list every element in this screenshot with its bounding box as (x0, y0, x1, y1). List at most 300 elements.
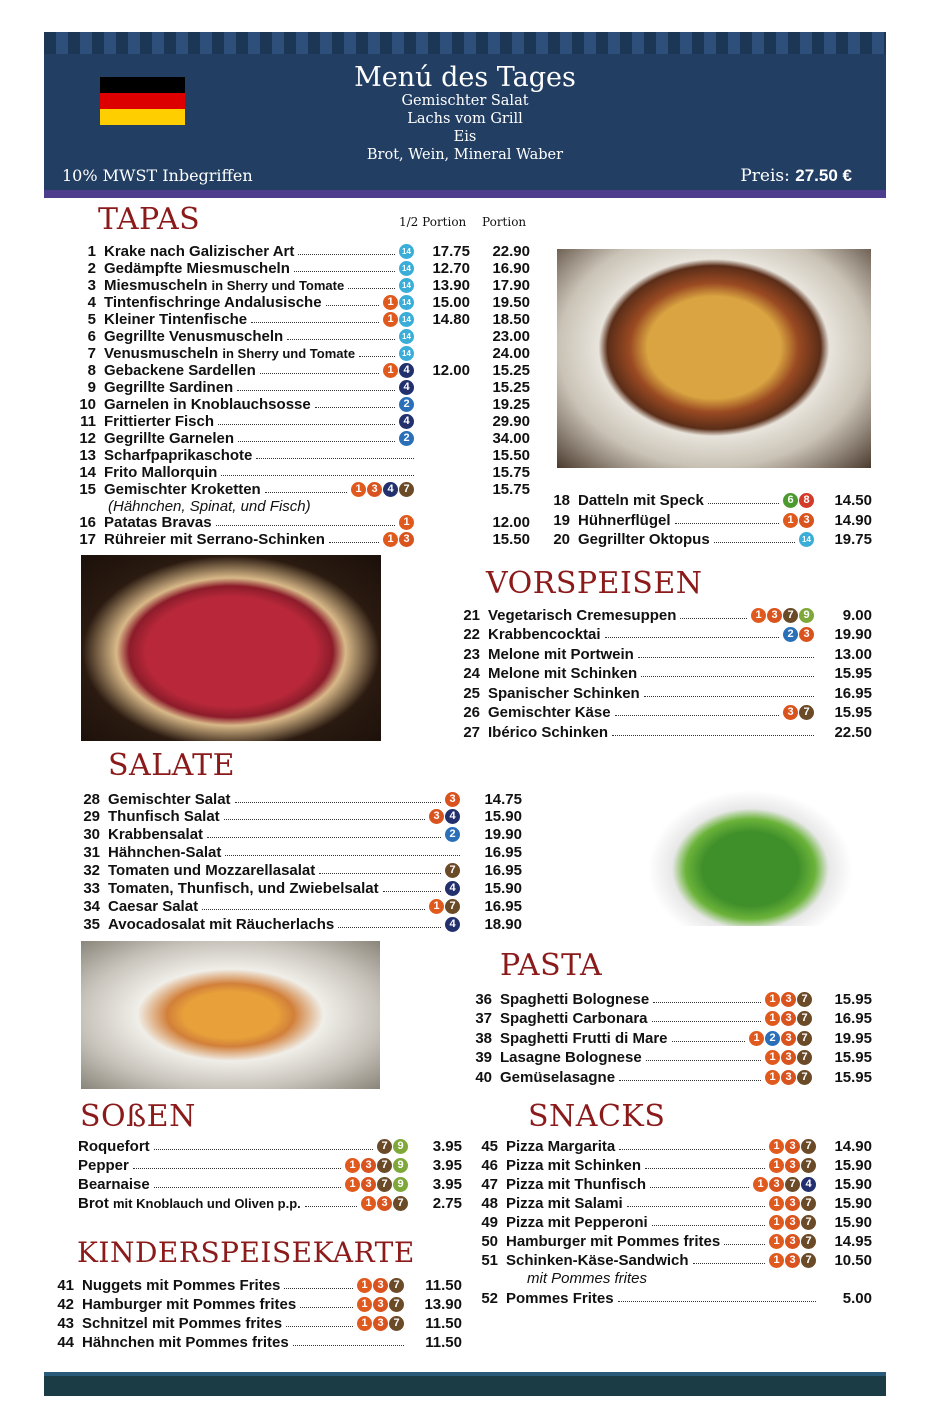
item-name-text: Krabbensalat (108, 826, 204, 844)
menu-item-row (52, 1295, 462, 1313)
allergen-14-icon: 14 (399, 278, 414, 293)
item-name-text: Tomaten, Thunfisch, und Zwiebelsalat (108, 880, 379, 897)
item-number: 47 (481, 1175, 498, 1193)
item-number: 20 (553, 530, 570, 548)
item-price: 15.90 (834, 1175, 872, 1193)
dot-leader (638, 648, 814, 658)
item-price: 5.00 (842, 1289, 872, 1307)
item-name-text: Pommes Frites (506, 1289, 614, 1307)
item-name (82, 1277, 280, 1294)
item-name (104, 413, 214, 430)
menu-item-row (476, 1175, 872, 1193)
allergen-badges (399, 515, 414, 530)
allergen-2-icon: 2 (783, 627, 798, 642)
item-name-text: Gebackene Sardellen (104, 361, 256, 379)
allergen-14-icon: 14 (399, 244, 414, 259)
item-name-text: Tomaten und Mozzarellasalat (108, 862, 316, 880)
item-number: 4 (87, 293, 96, 311)
dot-leader (256, 449, 414, 459)
allergen-2-icon: 2 (445, 827, 460, 842)
item-price: 14.90 (834, 1137, 872, 1155)
allergen-badges (399, 431, 414, 446)
item-number: 8 (87, 361, 96, 379)
item-number: 32 (83, 862, 100, 880)
item-price: 14.95 (834, 1232, 872, 1250)
item-price: 22.90 (492, 242, 530, 260)
dot-leader (202, 900, 425, 910)
allergen-1-icon: 1 (383, 312, 398, 327)
item-name-text: Thunfisch Salat (108, 808, 220, 826)
item-name-text: Nuggets mit Pommes Frites (82, 1276, 281, 1294)
section-title-vorspeisen: VORSPEISEN (486, 566, 703, 601)
allergen-1-icon: 1 (769, 1139, 784, 1154)
dot-leader (348, 279, 395, 289)
item-price: 3.95 (432, 1156, 462, 1174)
allergen-3-icon: 3 (767, 608, 782, 623)
item-number: 1 (87, 242, 96, 260)
menu-item-row (72, 310, 530, 328)
item-number: 17 (79, 530, 96, 548)
item-name (488, 665, 637, 682)
item-name (506, 1176, 646, 1193)
dot-leader (653, 993, 761, 1003)
menu-item-row (72, 378, 530, 396)
header-pattern (44, 32, 886, 54)
menu-item-row (78, 1137, 462, 1155)
allergen-7-icon: 7 (389, 1297, 404, 1312)
item-name-text: Gemischter Käse (488, 704, 611, 721)
item-name (82, 1334, 289, 1351)
dot-leader (260, 364, 379, 374)
item-name-text: Pizza mit Pepperoni (506, 1213, 648, 1231)
item-number: 43 (57, 1315, 74, 1333)
item-price: 15.00 (432, 293, 470, 311)
item-name (488, 607, 676, 624)
item-number: 3 (87, 276, 96, 294)
allergen-badges (445, 792, 460, 807)
allergen-14-icon: 14 (399, 312, 414, 327)
allergen-7-icon: 7 (389, 1278, 404, 1293)
allergen-badges (769, 1234, 816, 1249)
vat-note: 10% MWST Inbegriffen (62, 166, 253, 185)
menu-item-row (72, 915, 522, 933)
allergen-3-icon: 3 (785, 1234, 800, 1249)
allergen-1-icon: 1 (765, 1070, 780, 1085)
dot-leader (619, 1071, 761, 1081)
item-number: 46 (481, 1156, 498, 1174)
allergen-badges (429, 809, 460, 824)
item-name-text: Schnitzel mit Pommes frites (82, 1315, 283, 1333)
allergen-badges (429, 899, 460, 914)
item-price: 15.95 (834, 704, 872, 721)
allergen-1-icon: 1 (345, 1158, 360, 1173)
allergen-badges (783, 493, 814, 508)
allergen-3-icon: 3 (785, 1139, 800, 1154)
daily-dish: Brot, Wein, Mineral Waber (366, 147, 564, 163)
allergen-2-icon: 2 (399, 397, 414, 412)
item-name (82, 1315, 282, 1332)
allergen-badges (357, 1316, 404, 1331)
allergen-badges (783, 513, 814, 528)
allergen-badges (769, 1158, 816, 1173)
item-number: 26 (463, 704, 480, 721)
item-name-text: Hähnchen-Salat (108, 844, 222, 862)
allergen-7-icon: 7 (799, 705, 814, 720)
dot-leader (645, 1159, 765, 1169)
item-number: 9 (87, 378, 96, 396)
allergen-badges (383, 295, 414, 310)
allergen-badges (377, 1139, 408, 1154)
menu-item-row (72, 513, 530, 531)
dot-leader (293, 1336, 404, 1346)
dot-leader (359, 347, 395, 357)
menu-item-row (476, 1213, 872, 1231)
allergen-4-icon: 4 (445, 917, 460, 932)
item-price: 14.80 (432, 310, 470, 328)
allergen-4-icon: 4 (801, 1177, 816, 1192)
menu-item-row (72, 808, 522, 826)
allergen-badges (765, 1070, 812, 1085)
allergen-9-icon: 9 (393, 1158, 408, 1173)
item-name-text: Melone mit Portwein (488, 645, 634, 663)
item-price: 17.90 (492, 276, 530, 294)
item-number: 6 (87, 327, 96, 345)
daily-dish: Eis (453, 129, 477, 145)
item-name-text: Kleiner Tintenfische (104, 310, 248, 328)
allergen-3-icon: 3 (377, 1196, 392, 1211)
item-number: 27 (463, 723, 480, 741)
item-number: 52 (481, 1289, 498, 1307)
menu-item-row (72, 897, 522, 915)
item-name (104, 531, 325, 548)
item-number: 11 (80, 412, 96, 430)
menu-item-row (72, 259, 530, 277)
price-label: Preis: (740, 166, 790, 186)
item-number: 44 (57, 1334, 74, 1352)
allergen-badges (357, 1297, 404, 1312)
item-name-text: Pepper (78, 1156, 129, 1174)
allergen-badges (765, 992, 812, 1007)
item-number: 38 (475, 1029, 492, 1047)
item-price: 19.90 (484, 826, 522, 844)
allergen-1-icon: 1 (769, 1253, 784, 1268)
dot-leader (251, 313, 379, 323)
item-name (104, 396, 311, 413)
item-name (104, 294, 322, 311)
spaghetti-photo (81, 941, 380, 1089)
item-name-text: Hamburger mit Pommes frites (506, 1232, 721, 1250)
item-name-text: Brot (78, 1194, 109, 1212)
item-number: 34 (83, 897, 100, 915)
menu-item-row (466, 1010, 872, 1028)
allergen-1-icon: 1 (429, 899, 444, 914)
menu-item-row (476, 1156, 872, 1174)
item-name (104, 362, 256, 379)
dot-leader (207, 828, 441, 838)
menu-item-row (454, 665, 872, 683)
menu-item-row (78, 1156, 462, 1174)
item-number: 5 (87, 310, 96, 328)
item-name-text: Spaghetti Frutti di Mare (500, 1029, 668, 1047)
item-number: 42 (57, 1295, 74, 1313)
allergen-4-icon: 4 (383, 482, 398, 497)
allergen-badges (383, 532, 414, 547)
menu-item-row (466, 1049, 872, 1067)
menu-item-row (72, 480, 530, 498)
menu-item-row (454, 606, 872, 624)
allergen-badges (769, 1215, 816, 1230)
menu-item-row (72, 361, 530, 379)
item-number: 33 (83, 880, 100, 897)
allergen-7-icon: 7 (389, 1316, 404, 1331)
dot-leader (605, 628, 779, 638)
item-name-text: Caesar Salat (108, 897, 199, 915)
dot-leader (338, 918, 441, 928)
item-name-text: Gegrillter Oktopus (578, 530, 710, 548)
menu-item-row (72, 790, 522, 808)
item-number: 37 (475, 1010, 492, 1027)
item-name-text: Garnelen in Knoblauchsosse (104, 395, 311, 413)
allergen-14-icon: 14 (399, 261, 414, 276)
item-number: 30 (83, 826, 100, 844)
allergen-6-icon: 6 (783, 493, 798, 508)
item-number: 49 (481, 1213, 498, 1231)
item-name (104, 328, 283, 345)
dot-leader (294, 262, 395, 272)
allergen-1-icon: 1 (753, 1177, 768, 1192)
allergen-badges (765, 1011, 812, 1026)
item-name (108, 808, 220, 825)
item-name-text: Pizza Margarita (506, 1137, 616, 1155)
item-name (506, 1157, 641, 1174)
item-price: 19.90 (834, 626, 872, 643)
item-price: 15.90 (834, 1156, 872, 1174)
item-name (500, 1010, 648, 1027)
item-price: 12.00 (492, 513, 530, 531)
column-header-half-portion: 1/2 Portion (399, 215, 467, 229)
menu-item-row (52, 1334, 462, 1352)
item-price: 15.95 (834, 1068, 872, 1086)
item-name-text: Venusmuscheln (104, 344, 219, 362)
item-number: 7 (87, 344, 96, 362)
allergen-3-icon: 3 (785, 1215, 800, 1230)
item-number: 16 (79, 513, 96, 531)
item-name-text: Frito Mallorquin (104, 463, 218, 481)
item-name (488, 704, 611, 721)
item-number: 51 (481, 1251, 498, 1269)
allergen-badges (345, 1158, 408, 1173)
menu-item-row (72, 862, 522, 880)
allergen-badges (749, 1031, 812, 1046)
allergen-1-icon: 1 (383, 363, 398, 378)
allergen-7-icon: 7 (797, 1011, 812, 1026)
item-15-note: (Hähnchen, Spinat, und Fisch) (108, 498, 311, 515)
allergen-badges (351, 482, 414, 497)
dot-leader (326, 296, 379, 306)
allergen-1-icon: 1 (783, 513, 798, 528)
section-title-pasta: PASTA (500, 948, 603, 983)
allergen-9-icon: 9 (393, 1177, 408, 1192)
dot-leader (315, 398, 395, 408)
item-price: 16.90 (492, 259, 530, 277)
item-price: 16.95 (834, 684, 872, 702)
item-name (78, 1176, 150, 1193)
item-name-text: Krake nach Galizischer Art (104, 242, 295, 260)
allergen-3-icon: 3 (781, 1031, 796, 1046)
allergen-7-icon: 7 (393, 1196, 408, 1211)
item-number: 48 (481, 1194, 498, 1212)
allergen-7-icon: 7 (801, 1158, 816, 1173)
dot-leader (708, 494, 779, 504)
allergen-7-icon: 7 (797, 1031, 812, 1046)
menu-item-row (72, 826, 522, 844)
daily-menu-price (740, 166, 852, 186)
item-name-text: Krabbencocktai (488, 626, 601, 643)
menu-item-row (72, 463, 530, 481)
item-price: 13.90 (432, 276, 470, 294)
allergen-7-icon: 7 (797, 1070, 812, 1085)
item-price: 16.95 (484, 862, 522, 880)
menu-item-row (72, 429, 530, 447)
allergen-7-icon: 7 (445, 863, 460, 878)
item-name-text: Gegrillte Venusmuscheln (104, 327, 284, 345)
item-name-detail: in Sherry und Tomate (222, 345, 356, 361)
item-price: 15.90 (484, 880, 522, 897)
item-number: 15 (79, 480, 96, 498)
item-price: 29.90 (492, 412, 530, 430)
item-price: 15.50 (492, 530, 530, 548)
menu-item-row (546, 530, 872, 548)
item-price: 18.50 (492, 310, 530, 328)
allergen-7-icon: 7 (785, 1177, 800, 1192)
item-name (578, 512, 671, 529)
item-price: 13.90 (424, 1295, 462, 1313)
item-price: 15.90 (484, 808, 522, 826)
item-name-text: Roquefort (78, 1137, 150, 1155)
item-name-text: Melone mit Schinken (488, 665, 638, 682)
item-price: 15.95 (834, 990, 872, 1008)
allergen-badges (799, 532, 814, 547)
item-name (500, 991, 649, 1008)
item-price: 15.75 (492, 463, 530, 481)
item-name (506, 1233, 720, 1250)
allergen-badges (345, 1177, 408, 1192)
allergen-badges (361, 1196, 408, 1211)
item-name-text: Rühreier mit Serrano-Schinken (104, 530, 325, 548)
allergen-4-icon: 4 (445, 809, 460, 824)
item-name-text: Spaghetti Bolognese (500, 990, 650, 1008)
menu-item-row (72, 530, 530, 548)
item-number: 19 (553, 511, 570, 529)
item-price: 19.75 (834, 530, 872, 548)
menu-item-row (72, 276, 530, 294)
item-number: 41 (57, 1276, 74, 1294)
allergen-3-icon: 3 (373, 1278, 388, 1293)
allergen-badges (399, 261, 414, 276)
menu-item-row (52, 1276, 462, 1294)
item-name (104, 447, 252, 464)
allergen-badges (445, 881, 460, 896)
dot-leader (680, 609, 747, 619)
allergen-badges (445, 917, 460, 932)
allergen-3-icon: 3 (781, 992, 796, 1007)
item-name (104, 481, 261, 498)
allergen-8-icon: 8 (799, 493, 814, 508)
allergen-9-icon: 9 (799, 608, 814, 623)
allergen-1-icon: 1 (345, 1177, 360, 1192)
price-value: 27.50 € (795, 166, 852, 185)
dot-leader (238, 432, 395, 442)
allergen-3-icon: 3 (785, 1196, 800, 1211)
allergen-1-icon: 1 (765, 992, 780, 1007)
item-number: 28 (83, 790, 100, 808)
dot-leader (612, 726, 814, 736)
item-name-text: Gemischter Kroketten (104, 480, 261, 498)
dot-leader (650, 1178, 749, 1188)
item-name-text: Lasagne Bolognese (500, 1049, 642, 1066)
allergen-1-icon: 1 (383, 295, 398, 310)
daily-dish: Lachs vom Grill (407, 111, 523, 127)
daily-dish: Gemischter Salat (401, 93, 529, 109)
item-price: 19.95 (834, 1029, 872, 1047)
menu-item-row (72, 327, 530, 345)
item-name (488, 685, 640, 702)
item-price: 16.95 (834, 1010, 872, 1027)
dot-leader (154, 1140, 373, 1150)
item-number: 31 (83, 844, 100, 862)
item-price: 15.90 (834, 1213, 872, 1231)
dot-leader (615, 706, 779, 716)
item-number: 35 (83, 915, 100, 933)
allergen-4-icon: 4 (399, 363, 414, 378)
allergen-badges (783, 705, 814, 720)
item-price: 10.50 (834, 1251, 872, 1269)
item-price: 14.50 (834, 491, 872, 509)
item-name-text: Pizza mit Salami (506, 1194, 623, 1212)
item-price: 15.95 (834, 1049, 872, 1066)
item-number: 25 (463, 684, 480, 702)
allergen-1-icon: 1 (765, 1050, 780, 1065)
allergen-badges (399, 414, 414, 429)
item-name (500, 1030, 668, 1047)
menu-item-row (72, 412, 530, 430)
menu-item-row (78, 1194, 462, 1212)
allergen-badges (769, 1253, 816, 1268)
item-number: 18 (553, 491, 570, 509)
item-name-text: Gedämpfte Miesmuscheln (104, 259, 290, 277)
allergen-3-icon: 3 (429, 809, 444, 824)
allergen-9-icon: 9 (393, 1139, 408, 1154)
allergen-badges (399, 346, 414, 361)
allergen-4-icon: 4 (445, 881, 460, 896)
item-price: 22.50 (834, 723, 872, 741)
menu-item-row (72, 395, 530, 413)
menu-item-row (72, 446, 530, 464)
menu-item-row (466, 1068, 872, 1086)
allergen-14-icon: 14 (399, 295, 414, 310)
serrano-ham-photo (81, 555, 381, 741)
allergen-1-icon: 1 (765, 1011, 780, 1026)
item-price: 3.95 (432, 1175, 462, 1193)
allergen-1-icon: 1 (769, 1196, 784, 1211)
allergen-14-icon: 14 (399, 329, 414, 344)
menu-item-row (52, 1315, 462, 1333)
item-price: 15.75 (492, 480, 530, 498)
menu-item-row (72, 242, 530, 260)
item-price: 11.50 (425, 1315, 462, 1333)
allergen-7-icon: 7 (801, 1196, 816, 1211)
section-title-tapas: TAPAS (98, 202, 201, 237)
